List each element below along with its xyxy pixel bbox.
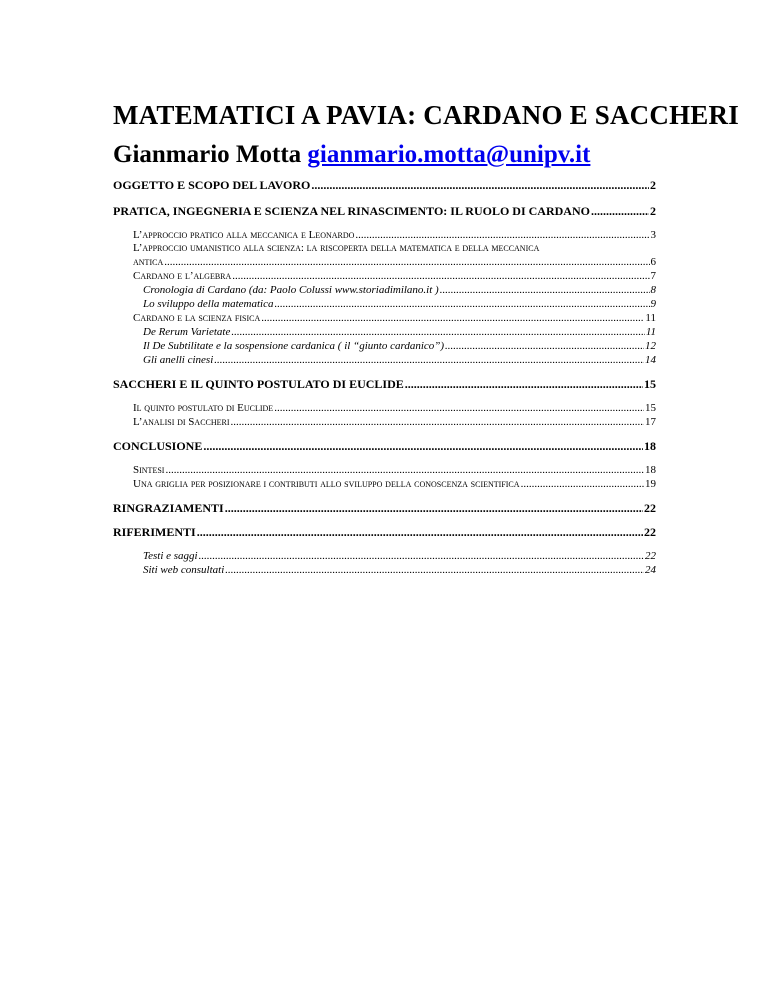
toc-entry[interactable] (113, 549, 656, 563)
toc-entry[interactable] (113, 439, 656, 453)
table-of-contents (113, 178, 656, 577)
toc-dot-leader (214, 353, 644, 367)
toc-page-number: 7 (650, 270, 656, 282)
toc-entry[interactable] (113, 242, 656, 269)
toc-entry-label: Siti web consultati (143, 564, 225, 576)
toc-dot-leader (197, 525, 643, 539)
toc-entry-label: Gli anelli cinesi (143, 354, 214, 366)
toc-entry[interactable] (113, 269, 656, 283)
toc-entry[interactable] (113, 401, 656, 415)
toc-dot-leader (445, 339, 644, 353)
toc-page-number: 18 (644, 439, 656, 453)
toc-page-number: 2 (650, 204, 656, 218)
toc-entry-label: Cardano e la scienza fisica (133, 312, 261, 324)
toc-entry-label: OGGETTO E SCOPO DEL LAVORO (113, 178, 311, 192)
toc-dot-leader (311, 178, 649, 192)
toc-entry[interactable] (113, 353, 656, 367)
toc-page-number: 8 (650, 284, 656, 296)
toc-entry[interactable] (113, 415, 656, 429)
author-email-link[interactable]: gianmario.motta@unipv.it (307, 141, 591, 168)
toc-dot-leader (232, 269, 649, 283)
author-name: Gianmario Motta (113, 141, 302, 168)
toc-page-number: 14 (645, 354, 656, 366)
toc-entry[interactable] (113, 477, 656, 491)
toc-page-number: 15 (645, 402, 656, 414)
toc-dot-leader (521, 477, 644, 491)
toc-entry[interactable] (113, 377, 656, 391)
toc-page-number: 3 (650, 229, 656, 241)
toc-entry[interactable] (113, 501, 656, 515)
toc-entry[interactable] (113, 525, 656, 539)
toc-entry[interactable] (113, 339, 656, 353)
toc-page-number: 15 (644, 377, 656, 391)
toc-entry-label: SACCHERI E IL QUINTO POSTULATO DI EUCLIDE (113, 377, 404, 391)
toc-page-number: 6 (650, 256, 656, 268)
toc-dot-leader (274, 401, 644, 415)
toc-dot-leader (261, 311, 644, 325)
toc-entry-label: L’approccio umanistico alla scienza: la riscoperta della matematica e della meccanica (133, 242, 540, 254)
toc-entry[interactable] (113, 228, 656, 242)
toc-entry[interactable] (113, 204, 656, 218)
toc-dot-leader (199, 549, 644, 563)
toc-entry-label: PRATICA, INGEGNERIA E SCIENZA NEL RINASCIMENTO: IL RUOLO DI CARDANO (113, 204, 590, 218)
toc-page-number: 9 (650, 298, 656, 310)
toc-entry[interactable] (113, 297, 656, 311)
toc-entry-label: De Rerum Varietate (143, 326, 231, 338)
toc-entry-label: Lo sviluppo della matematica (143, 298, 274, 310)
toc-page-number: 19 (645, 478, 656, 490)
toc-entry[interactable] (113, 563, 656, 577)
toc-entry-label: L’approccio pratico alla meccanica e Leonardo (133, 229, 355, 241)
toc-entry-label: Cardano e l’algebra (133, 270, 232, 282)
toc-dot-leader (440, 283, 650, 297)
author-line (113, 141, 590, 169)
toc-entry[interactable] (113, 325, 656, 339)
toc-dot-leader (164, 255, 649, 269)
toc-page-number: 11 (645, 312, 656, 324)
toc-page-number: 22 (644, 501, 656, 515)
toc-entry-label: Il De Subtilitate e la sospensione cardanica ( il “giunto cardanico”) (143, 340, 445, 352)
toc-dot-leader (274, 297, 649, 311)
toc-entry[interactable] (113, 283, 656, 297)
toc-dot-leader (225, 563, 644, 577)
toc-entry-label: Il quinto postulato di Euclide (133, 402, 274, 414)
toc-entry-label: Una griglia per posizionare i contributi allo sviluppo della conoscenza scientifica (133, 478, 520, 490)
toc-dot-leader (355, 228, 649, 242)
toc-entry-label: Sintesi (133, 464, 165, 476)
toc-dot-leader (165, 463, 644, 477)
toc-page-number: 18 (645, 464, 656, 476)
toc-page-number: 11 (645, 326, 656, 338)
toc-entry[interactable] (113, 178, 656, 192)
toc-entry[interactable] (113, 463, 656, 477)
toc-page-number: 17 (645, 416, 656, 428)
toc-entry-label: L’analisi di Saccheri (133, 416, 230, 428)
toc-page-number: 2 (650, 178, 656, 192)
toc-page-number: 22 (644, 525, 656, 539)
toc-dot-leader (231, 325, 644, 339)
toc-entry-label: CONCLUSIONE (113, 439, 203, 453)
toc-entry-label: RINGRAZIAMENTI (113, 501, 224, 515)
toc-entry-label: Cronologia di Cardano (da: Paolo Colussi www.storiadimilano.it ) (143, 284, 439, 296)
toc-page-number: 22 (645, 550, 656, 562)
toc-page-number: 24 (645, 564, 656, 576)
toc-entry-label: RIFERIMENTI (113, 525, 196, 539)
toc-entry-label-continued: antica (133, 256, 164, 268)
toc-dot-leader (591, 204, 649, 218)
toc-page-number: 12 (645, 340, 656, 352)
toc-dot-leader (203, 439, 643, 453)
toc-entry[interactable] (113, 311, 656, 325)
toc-entry-label: Testi e saggi (143, 550, 198, 562)
toc-dot-leader (405, 377, 643, 391)
document-title: MATEMATICI A PAVIA: CARDANO E SACCHERI (113, 100, 739, 130)
toc-dot-leader (231, 415, 644, 429)
toc-dot-leader (225, 501, 643, 515)
